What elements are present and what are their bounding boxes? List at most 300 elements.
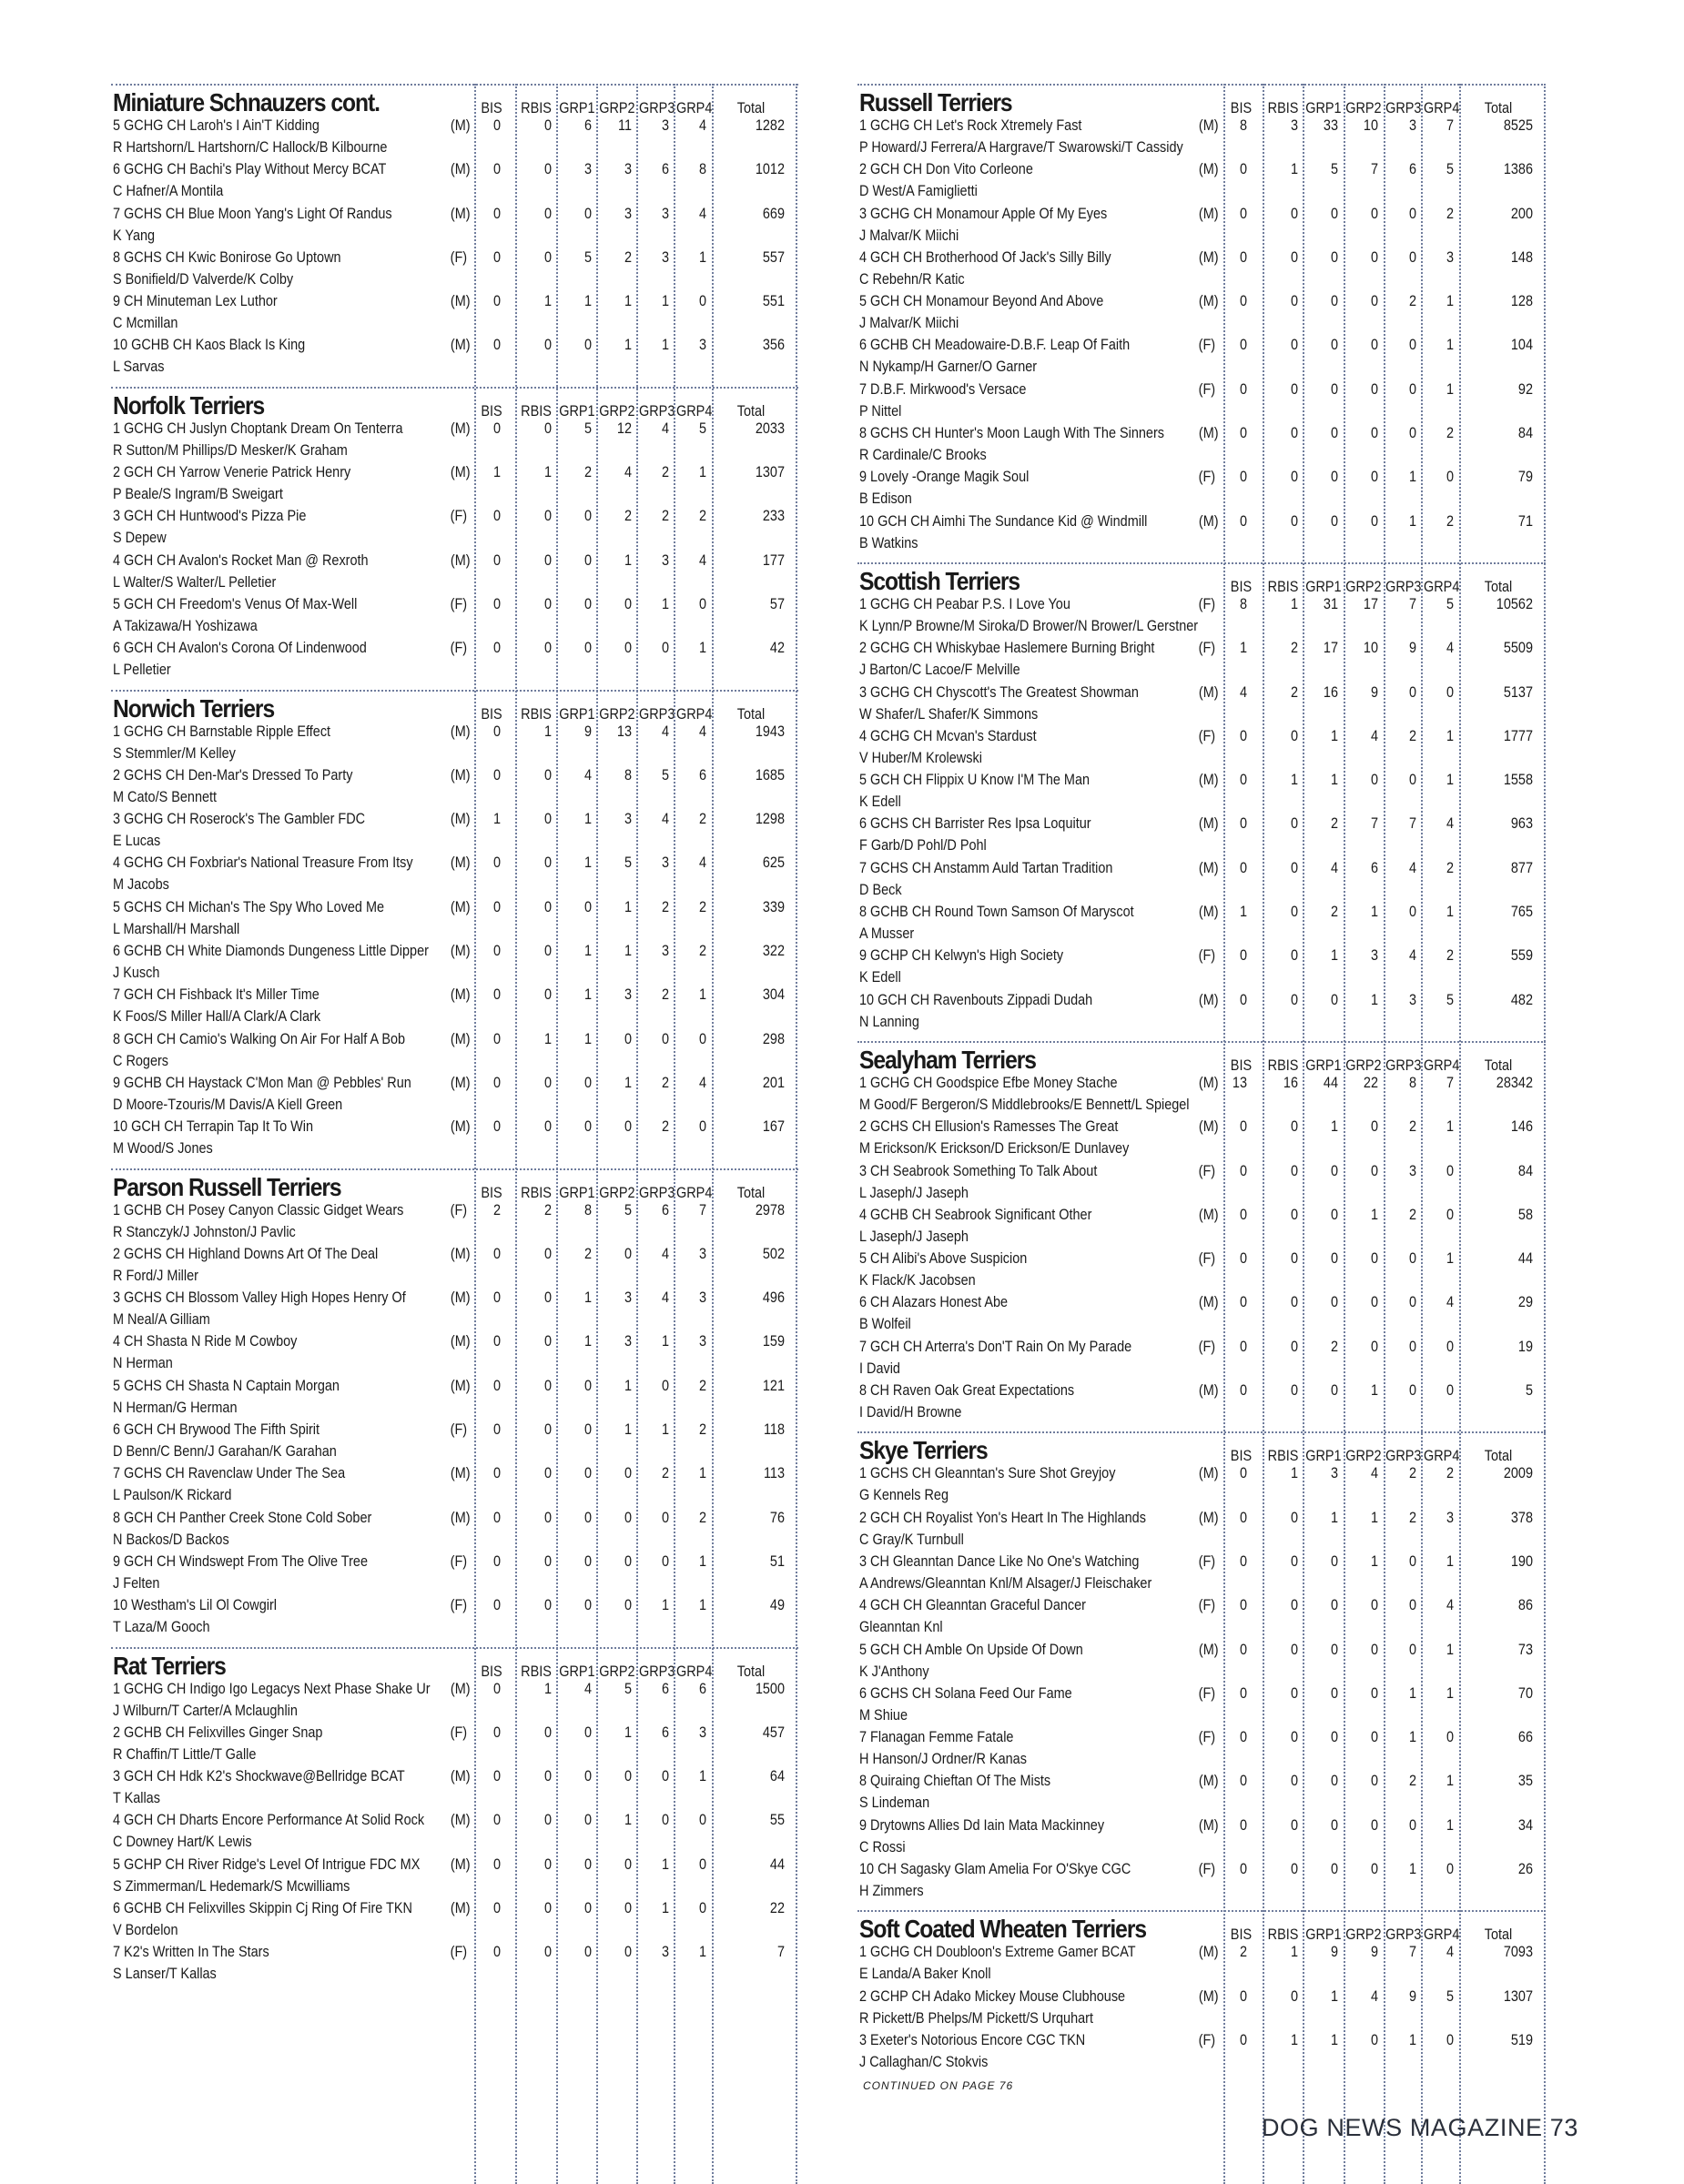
stat-grp2: 0 (1370, 336, 1378, 354)
stat-grp2: 0 (624, 1029, 632, 1047)
owner-names: M Wood/S Jones (113, 1139, 213, 1158)
stat-grp1: 31 (1323, 594, 1338, 612)
stat-grp4: 3 (698, 1332, 706, 1350)
stat-grp2: 0 (624, 1552, 632, 1570)
stat-grp1: 4 (583, 1679, 592, 1697)
stat-rbis: 0 (1290, 858, 1298, 876)
dog-sex: (M) (1198, 116, 1219, 134)
dog-entry (857, 1860, 1546, 1904)
stat-grp1: 0 (583, 1552, 592, 1570)
dog-name: 5 GCH CH Monamour Beyond And Above (859, 292, 1104, 310)
stat-total: 29 (1517, 1293, 1533, 1311)
stat-grp1: 1 (583, 942, 592, 960)
stat-rbis: 0 (543, 1073, 552, 1091)
stat-grp1: 0 (1330, 1161, 1338, 1179)
dog-sex: (M) (450, 551, 471, 569)
stat-grp2: 0 (624, 1508, 632, 1526)
dog-entry (111, 1899, 798, 1943)
stat-bis: 0 (1239, 1596, 1247, 1614)
dog-sex: (M) (450, 897, 471, 915)
stat-total: 200 (1510, 204, 1533, 222)
stat-bis: 0 (1239, 1249, 1247, 1268)
dog-sex: (M) (450, 1244, 471, 1262)
stat-grp3: 6 (661, 160, 669, 178)
stat-grp4: 5 (1446, 594, 1454, 612)
stat-grp2: 10 (1363, 116, 1378, 134)
dog-sex: (F) (450, 1200, 468, 1218)
stat-bis: 0 (492, 1767, 501, 1785)
column-header-grp1: GRP1 (1305, 99, 1342, 116)
column-header-total: Total (1484, 577, 1513, 595)
stat-grp3: 9 (1408, 639, 1416, 657)
dog-name: 7 GCHS CH Ravenclaw Under The Sea (113, 1464, 346, 1482)
dog-entry (857, 1943, 1546, 1987)
stat-grp4: 0 (1446, 1205, 1454, 1223)
stat-grp2: 4 (1370, 1464, 1378, 1482)
owner-names: D Benn/C Benn/J Garahan/K Garahan (113, 1442, 337, 1461)
stat-total: 34 (1517, 1815, 1533, 1834)
column-header-bis: BIS (481, 1662, 502, 1680)
stat-grp4: 0 (698, 1811, 706, 1829)
stat-rbis: 0 (543, 336, 552, 354)
stat-bis: 0 (492, 1508, 501, 1526)
stat-grp3: 0 (661, 639, 669, 657)
dog-entry (111, 1074, 798, 1117)
stat-grp1: 4 (1330, 858, 1338, 876)
stat-total: 28342 (1496, 1073, 1533, 1091)
column-divider (474, 84, 476, 2184)
dog-name: 8 GCHS CH Kwic Bonirose Go Uptown (113, 248, 341, 266)
dog-entry (111, 1811, 798, 1855)
stat-grp2: 0 (624, 1244, 632, 1262)
stat-bis: 0 (492, 292, 501, 310)
stat-total: 8525 (1503, 116, 1533, 134)
stat-bis: 0 (492, 854, 501, 872)
stat-rbis: 1 (1290, 1464, 1298, 1482)
stat-total: 118 (763, 1421, 785, 1439)
owner-names: Gleanntan Knl (859, 1618, 943, 1636)
stat-bis: 0 (1239, 1728, 1247, 1746)
breed-title: Sealyham Terriers (859, 1045, 1036, 1074)
dog-name: 2 GCHP CH Adako Mickey Mouse Clubhouse (859, 1987, 1126, 2005)
stat-grp3: 2 (661, 507, 669, 525)
dog-sex: (M) (1198, 204, 1219, 222)
column-header-total: Total (736, 99, 766, 116)
stat-bis: 0 (1239, 858, 1247, 876)
dog-sex: (F) (1198, 1552, 1216, 1570)
stat-grp1: 0 (583, 1943, 592, 1961)
column-divider (1384, 84, 1385, 2184)
stat-bis: 0 (492, 1811, 501, 1829)
dog-entry (111, 854, 798, 897)
stat-grp3: 6 (661, 1200, 669, 1218)
stat-total: 159 (762, 1332, 785, 1350)
stat-grp1: 1 (1330, 771, 1338, 789)
stat-grp4: 1 (698, 1464, 706, 1482)
stat-rbis: 0 (1290, 1381, 1298, 1400)
stat-bis: 0 (492, 1421, 501, 1439)
stat-total: 322 (762, 942, 785, 960)
owner-names: M Shiue (859, 1705, 908, 1724)
dog-name: 4 GCHG CH Mcvan's Stardust (859, 726, 1037, 744)
stat-total: 1307 (755, 463, 785, 481)
stat-total: 339 (762, 897, 785, 915)
stat-grp3: 2 (1408, 292, 1416, 310)
stat-rbis: 0 (543, 160, 552, 178)
stat-grp4: 7 (698, 1200, 706, 1218)
dog-entry (111, 248, 798, 292)
column-header-bis: BIS (1230, 577, 1253, 595)
stat-total: 496 (762, 1289, 785, 1307)
owner-names: D West/A Famiglietti (859, 182, 978, 200)
stat-rbis: 2 (543, 1200, 552, 1218)
column-divider (1421, 84, 1423, 2184)
stat-total: 7 (776, 1943, 785, 1961)
stat-grp4: 0 (1446, 2030, 1454, 2048)
stat-rbis: 0 (543, 639, 552, 657)
stat-rbis: 0 (1290, 726, 1298, 744)
stat-grp2: 0 (1370, 1596, 1378, 1614)
stat-grp1: 0 (583, 1073, 592, 1091)
dog-name: 4 GCHG CH Foxbriar's National Treasure From Itsy (113, 854, 413, 872)
dog-sex: (M) (450, 1289, 471, 1307)
stat-rbis: 0 (1290, 1815, 1298, 1834)
dog-entry (857, 248, 1546, 292)
owner-names: J Wilburn/T Carter/A Mclaughlin (113, 1701, 298, 1719)
stat-grp4: 3 (1446, 248, 1454, 266)
stat-grp1: 0 (1330, 1772, 1338, 1790)
stat-grp2: 1 (1370, 903, 1378, 921)
dog-sex: (M) (1198, 1943, 1219, 1961)
owner-names: L Jaseph/J Jaseph (859, 1227, 969, 1245)
stat-rbis: 1 (1290, 771, 1298, 789)
stat-grp2: 0 (624, 1898, 632, 1916)
owner-names: I David (859, 1359, 900, 1377)
stat-rbis: 3 (1290, 116, 1298, 134)
stat-rbis: 0 (543, 897, 552, 915)
column-header-total: Total (736, 704, 766, 723)
stat-rbis: 0 (1290, 468, 1298, 486)
breed-section (111, 84, 798, 380)
stat-total: 44 (769, 1855, 785, 1873)
stat-grp2: 6 (1370, 858, 1378, 876)
stat-bis: 0 (492, 1376, 501, 1394)
stat-grp1: 1 (583, 854, 592, 872)
dog-entry (111, 205, 798, 248)
column-header-rbis: RBIS (1267, 577, 1299, 595)
owner-names: S Zimmerman/L Hedemark/S Mcwilliams (113, 1876, 350, 1895)
stat-grp4: 0 (1446, 1859, 1454, 1877)
column-header-grp3: GRP3 (1385, 577, 1422, 595)
stat-total: 10562 (1496, 594, 1533, 612)
stat-total: 84 (1517, 1161, 1533, 1179)
stat-grp4: 2 (1446, 424, 1454, 442)
stat-grp3: 4 (1408, 946, 1416, 965)
stat-total: 51 (769, 1552, 785, 1570)
stat-bis: 1 (1239, 639, 1247, 657)
stat-grp1: 0 (583, 1508, 592, 1526)
column-header-bis: BIS (1230, 1447, 1253, 1465)
dog-name: 9 GCHP CH Kelwyn's High Society (859, 946, 1064, 965)
stat-bis: 0 (1239, 160, 1247, 178)
stat-total: 5137 (1503, 682, 1533, 701)
column-header-grp3: GRP3 (1385, 1056, 1422, 1074)
stat-rbis: 0 (1290, 1161, 1298, 1179)
stat-bis: 13 (1232, 1073, 1247, 1091)
stat-rbis: 0 (543, 1464, 552, 1482)
column-header-grp4: GRP4 (1424, 577, 1460, 595)
breed-title: Norfolk Terriers (113, 390, 265, 420)
stat-bis: 0 (1239, 1381, 1247, 1400)
stat-grp1: 0 (1330, 1596, 1338, 1614)
stat-grp4: 0 (1446, 1337, 1454, 1355)
breed-header (111, 390, 798, 420)
dog-sex: (F) (1198, 1249, 1216, 1268)
column-header-grp2: GRP2 (599, 704, 635, 723)
column-header-grp2: GRP2 (1345, 1926, 1382, 1944)
dog-name: 6 CH Alazars Honest Abe (859, 1293, 1009, 1311)
owner-names: P Howard/J Ferrera/A Hargrave/T Swarowski/T Cassidy (859, 138, 1183, 156)
stat-grp3: 0 (661, 1029, 669, 1047)
dog-entry (111, 1030, 798, 1074)
dog-name: 2 GCH CH Royalist Yon's Heart In The Highlands (859, 1508, 1146, 1526)
stat-grp2: 0 (1370, 1640, 1378, 1658)
dog-sex: (M) (1198, 1508, 1219, 1526)
stat-grp1: 0 (1330, 1381, 1338, 1400)
stat-grp1: 0 (583, 1596, 592, 1614)
stat-grp4: 1 (1446, 1640, 1454, 1658)
breed-header (857, 90, 1546, 116)
column-header-rbis: RBIS (1267, 99, 1299, 116)
owner-names: S Stemmler/M Kelley (113, 743, 236, 762)
owner-names: K Edell (859, 793, 901, 811)
dog-name: 7 GCHS CH Anstamm Auld Tartan Tradition (859, 858, 1113, 876)
breed-header (111, 90, 798, 116)
breed-header (111, 1172, 798, 1201)
dog-name: 3 GCH CH Huntwood's Pizza Pie (113, 507, 307, 525)
stat-grp3: 0 (1408, 1337, 1416, 1355)
stat-total: 1685 (755, 765, 785, 784)
stat-grp3: 9 (1408, 1987, 1416, 2005)
column-header-grp2: GRP2 (1345, 577, 1382, 595)
dog-sex: (M) (1198, 248, 1219, 266)
dog-name: 3 CH Gleanntan Dance Like No One's Watching (859, 1552, 1140, 1570)
stat-rbis: 0 (1290, 1772, 1298, 1790)
stat-rbis: 1 (543, 1029, 552, 1047)
dog-entry (857, 1816, 1546, 1860)
stat-rbis: 0 (1290, 1859, 1298, 1877)
dog-sex: (M) (450, 722, 471, 740)
stat-grp2: 1 (624, 897, 632, 915)
dog-name: 3 GCH CH Hdk K2's Shockwave@Bellridge BCAT (113, 1767, 405, 1785)
dog-name: 6 GCH CH Avalon's Corona Of Lindenwood (113, 639, 367, 657)
column-header-grp1: GRP1 (559, 1662, 595, 1680)
stat-grp4: 5 (698, 419, 706, 437)
stat-grp1: 0 (1330, 204, 1338, 222)
dog-name: 10 Westham's Lil Ol Cowgirl (113, 1596, 277, 1614)
dog-entry (111, 1680, 798, 1724)
owner-names: L Pelletier (113, 661, 171, 679)
dog-entry (111, 1464, 798, 1508)
stat-grp2: 1 (624, 1376, 632, 1394)
dog-sex: (M) (450, 986, 471, 1004)
stat-grp2: 3 (1370, 946, 1378, 965)
stat-grp4: 1 (698, 1767, 706, 1785)
stat-grp1: 1 (1330, 726, 1338, 744)
stat-rbis: 0 (543, 594, 552, 612)
stat-grp1: 5 (583, 248, 592, 266)
stat-rbis: 0 (543, 248, 552, 266)
stat-grp4: 4 (698, 1073, 706, 1091)
dog-entry (857, 380, 1546, 424)
dog-sex: (M) (450, 1767, 471, 1785)
breed-section (857, 1910, 1546, 2075)
column-header-grp1: GRP1 (1305, 1056, 1342, 1074)
dog-name: 9 GCHB CH Haystack C'Mon Man @ Pebbles' Run (113, 1073, 411, 1091)
stat-grp4: 5 (1446, 990, 1454, 1008)
dog-sex: (F) (1198, 336, 1216, 354)
stat-bis: 0 (1239, 204, 1247, 222)
stat-grp4: 1 (1446, 336, 1454, 354)
column-divider (1544, 84, 1546, 2184)
stat-grp1: 0 (583, 551, 592, 569)
stat-rbis: 0 (1290, 903, 1298, 921)
owner-names: A Andrews/Gleanntan Knl/M Alsager/J Fleischaker (859, 1573, 1152, 1592)
stat-rbis: 0 (1290, 1596, 1298, 1614)
stat-grp3: 0 (1408, 903, 1416, 921)
dog-entry (111, 1855, 798, 1899)
owner-names: R Cardinale/C Brooks (859, 446, 987, 464)
stat-grp1: 0 (1330, 468, 1338, 486)
owner-names: D Moore-Tzouris/M Davis/A Kiell Green (113, 1095, 343, 1113)
stat-grp4: 3 (698, 1723, 706, 1741)
stat-rbis: 0 (1290, 336, 1298, 354)
stat-grp1: 0 (1330, 248, 1338, 266)
stat-grp4: 2 (1446, 204, 1454, 222)
owner-names: K J'Anthony (859, 1662, 929, 1680)
stat-grp1: 33 (1323, 116, 1338, 134)
stat-grp2: 1 (624, 1421, 632, 1439)
dog-name: 2 GCHB CH Felixvilles Ginger Snap (113, 1723, 323, 1741)
stat-grp2: 3 (624, 1289, 632, 1307)
dog-name: 5 GCHG CH Laroh's I Ain'T Kidding (113, 116, 320, 134)
stat-bis: 0 (492, 897, 501, 915)
owner-names: B Wolfeil (859, 1315, 911, 1333)
stat-grp1: 0 (1330, 1684, 1338, 1702)
dog-name: 8 Quiraing Chieftan Of The Mists (859, 1772, 1051, 1790)
dog-name: 4 GCH CH Dharts Encore Performance At Solid Rock (113, 1811, 425, 1829)
stat-grp3: 4 (661, 1244, 669, 1262)
stat-grp4: 1 (1446, 1552, 1454, 1570)
owner-names: R Sutton/M Phillips/D Mesker/K Graham (113, 440, 348, 459)
stat-grp2: 3 (624, 160, 632, 178)
stat-bis: 1 (492, 463, 501, 481)
breed-title: Miniature Schnauzers cont. (113, 88, 380, 116)
dog-sex: (F) (450, 1421, 468, 1439)
owner-names: J Felten (113, 1573, 160, 1592)
stat-bis: 0 (492, 1679, 501, 1697)
breed-header (111, 693, 798, 723)
column-divider (1303, 84, 1304, 2184)
stat-grp3: 1 (661, 594, 669, 612)
stat-total: 304 (762, 986, 785, 1004)
column-divider (712, 84, 714, 2184)
stat-total: 482 (1510, 990, 1533, 1008)
owner-names: F Garb/D Pohl/D Pohl (859, 836, 987, 854)
column-divider (1223, 84, 1225, 2184)
dog-sex: (M) (450, 419, 471, 437)
dog-sex: (M) (1198, 1073, 1219, 1091)
owner-names: M Jacobs (113, 875, 169, 894)
dog-name: 5 GCH CH Amble On Upside Of Down (859, 1640, 1083, 1658)
stat-grp2: 0 (1370, 248, 1378, 266)
stat-grp2: 12 (616, 419, 632, 437)
stat-grp4: 1 (698, 1552, 706, 1570)
stat-total: 519 (1510, 2030, 1533, 2048)
stat-bis: 0 (492, 507, 501, 525)
stat-grp4: 1 (1446, 1249, 1454, 1268)
stat-total: 22 (769, 1898, 785, 1916)
dog-sex: (M) (450, 1332, 471, 1350)
stat-grp3: 3 (1408, 116, 1416, 134)
stat-grp3: 0 (1408, 682, 1416, 701)
stat-rbis: 0 (543, 1117, 552, 1136)
column-header-grp4: GRP4 (676, 1183, 713, 1201)
stat-grp3: 2 (661, 463, 669, 481)
stat-bis: 0 (492, 1943, 501, 1961)
dog-name: 7 K2's Written In The Stars (113, 1943, 269, 1961)
dog-sex: (M) (450, 1029, 471, 1047)
stat-grp3: 1 (1408, 2030, 1416, 2048)
column-header-rbis: RBIS (521, 401, 552, 420)
dog-name: 6 GCHB CH Meadowaire-D.B.F. Leap Of Faith (859, 336, 1131, 354)
owner-names: K Foos/S Miller Hall/A Clark/A Clark (113, 1007, 321, 1026)
stat-grp3: 7 (1408, 594, 1416, 612)
stat-bis: 0 (492, 765, 501, 784)
dog-entry (857, 292, 1546, 336)
stat-grp4: 1 (1446, 726, 1454, 744)
stat-total: 190 (1510, 1552, 1533, 1570)
dog-name: 2 GCHG CH Whiskybae Haslemere Burning Bright (859, 639, 1155, 657)
stat-grp1: 0 (583, 336, 592, 354)
owner-names: L Walter/S Walter/L Pelletier (113, 572, 277, 591)
stat-bis: 0 (492, 160, 501, 178)
stat-grp2: 2 (624, 507, 632, 525)
dog-entry (111, 723, 798, 766)
stat-grp2: 0 (1370, 1293, 1378, 1311)
stat-grp1: 2 (1330, 1337, 1338, 1355)
stat-grp4: 0 (698, 1898, 706, 1916)
stat-total: 113 (763, 1464, 785, 1482)
owner-names: C Mcmillan (113, 314, 178, 332)
owner-names: R Pickett/B Phelps/M Pickett/S Urquhart (859, 2008, 1093, 2027)
stat-total: 73 (1517, 1640, 1533, 1658)
right-column (857, 84, 1546, 2092)
owner-names: B Watkins (859, 533, 918, 551)
column-header-rbis: RBIS (1267, 1926, 1299, 1944)
dog-sex: (F) (1198, 594, 1216, 612)
stat-rbis: 0 (543, 1811, 552, 1829)
owner-names: C Rossi (859, 1837, 906, 1855)
stat-grp3: 0 (1408, 771, 1416, 789)
stat-grp3: 6 (661, 1723, 669, 1741)
stat-grp2: 0 (1370, 1337, 1378, 1355)
stat-bis: 0 (1239, 1552, 1247, 1570)
column-header-bis: BIS (481, 1183, 502, 1201)
stat-bis: 0 (492, 1898, 501, 1916)
left-column (111, 84, 798, 1994)
stat-grp2: 0 (1370, 1728, 1378, 1746)
